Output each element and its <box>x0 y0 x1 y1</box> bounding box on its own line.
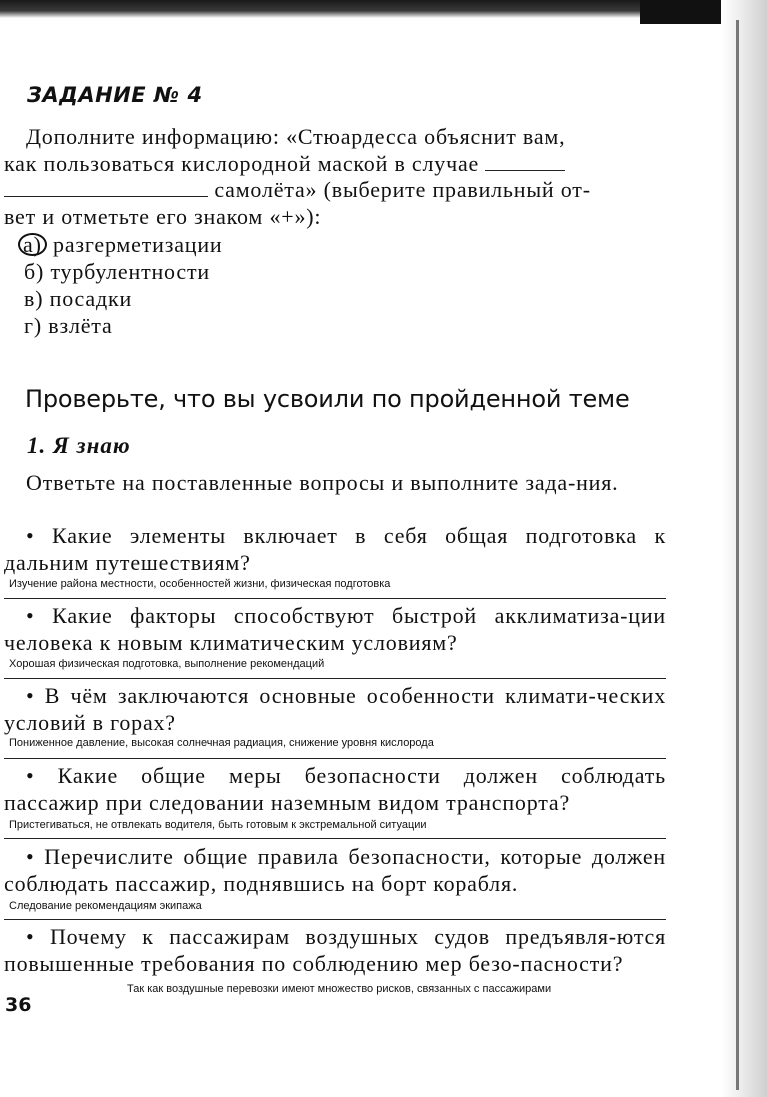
option-d-letter: г) <box>24 313 42 338</box>
question-text: Какие элементы включает в себя общая подготовка к дальним путешествиям? <box>4 523 666 575</box>
bullet: • <box>26 924 35 949</box>
bullet: • <box>26 523 35 548</box>
answer-line <box>4 919 666 920</box>
answer-1[interactable]: Изучение района местности, особенностей жизни, физическая подготовка <box>9 578 391 590</box>
option-c-letter: в) <box>24 286 44 311</box>
answer-options <box>24 231 223 339</box>
bullet: • <box>26 844 35 869</box>
option-d-text: взлёта <box>48 313 113 338</box>
answer-6[interactable]: Так как воздушные перевозки имеют множество рисков, связанных с пассажирами <box>127 983 552 995</box>
question-6 <box>4 924 666 977</box>
task-line-3-text: самолёта» (выберите правильный от- <box>214 177 591 202</box>
task-line-4: вет и отметьте его знаком «+»): <box>4 203 322 229</box>
page-edge-line <box>736 20 739 1090</box>
task-paragraph <box>4 124 666 230</box>
option-b-letter: б) <box>24 259 45 284</box>
section-title: Проверьте, что вы усвоили по пройденной теме <box>25 385 630 413</box>
blank-line-2[interactable] <box>4 178 208 197</box>
option-c-text: посадки <box>49 286 133 311</box>
task-line-3 <box>4 177 666 204</box>
answer-3[interactable]: Пониженное давление, высокая солнечная радиация, снижение уровня кислорода <box>9 737 434 749</box>
option-a-text: разгерметизации <box>53 232 223 257</box>
answer-line <box>4 598 666 599</box>
answer-5[interactable]: Следование рекомендациям экипажа <box>9 900 202 912</box>
section-intro: Ответьте на поставленные вопросы и выполните зада-ния. <box>26 470 619 495</box>
question-text: Перечислите общие правила безопасности, которые должен соблюдать пассажир, поднявшись на борт корабля. <box>4 844 666 896</box>
question-1 <box>4 523 666 576</box>
option-b-text: турбулентности <box>50 259 210 284</box>
option-b[interactable] <box>24 258 223 285</box>
section-subtitle: 1. Я знаю <box>27 433 131 458</box>
task-title: ЗАДАНИЕ № 4 <box>27 83 203 107</box>
option-d[interactable] <box>24 312 223 339</box>
page-number: 36 <box>5 994 32 1016</box>
option-a[interactable] <box>24 231 223 258</box>
answer-line <box>4 678 666 679</box>
question-text: В чём заключаются основные особенности климати-ческих условий в горах? <box>4 683 666 735</box>
task-line-2-text: как пользоваться кислородной маской в случае <box>4 150 480 176</box>
task-line-2 <box>4 151 666 178</box>
question-4 <box>4 763 666 816</box>
question-2 <box>4 603 666 656</box>
option-a-circled-letter: а) <box>18 233 47 256</box>
question-5 <box>4 844 666 897</box>
question-3 <box>4 683 666 736</box>
bullet: • <box>26 683 35 708</box>
answer-line <box>4 758 666 759</box>
task-line-1: Дополните информацию: «Стюардесса объяснит вам, <box>26 124 566 149</box>
scan-right-shadow <box>721 0 767 1097</box>
bullet: • <box>26 603 35 628</box>
answer-4[interactable]: Пристегиваться, не отвлекать водителя, быть готовым к экстремальной ситуации <box>9 819 427 831</box>
answer-2[interactable]: Хорошая физическая подготовка, выполнение рекомендаций <box>9 658 325 670</box>
question-text: Какие факторы способствуют быстрой акклиматиза-ции человека к новым климатическим условиям? <box>4 603 666 655</box>
question-text: Почему к пассажирам воздушных судов предъявля-ются повышенные требования по соблюдению мер безо-пасности? <box>4 924 666 976</box>
option-c[interactable] <box>24 285 223 312</box>
blank-line-1[interactable] <box>485 152 565 171</box>
question-text: Какие общие меры безопасности должен соблюдать пассажир при следовании наземным видом транспорта? <box>4 763 666 815</box>
answer-line <box>4 838 666 839</box>
bullet: • <box>26 763 35 788</box>
